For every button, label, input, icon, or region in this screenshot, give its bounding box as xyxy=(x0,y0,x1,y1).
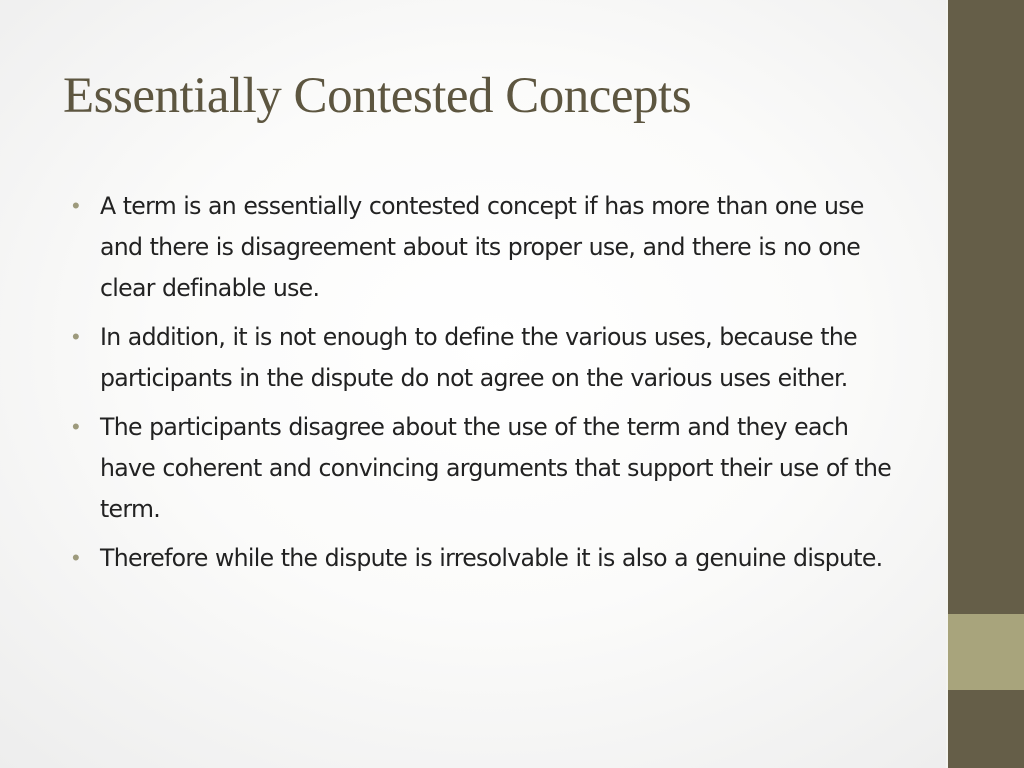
bullet-list xyxy=(72,186,892,587)
slide-title: Essentially Contested Concepts xyxy=(63,68,692,124)
sidebar-accent-block xyxy=(948,614,1024,690)
bullet-marker-icon: • xyxy=(72,324,80,349)
bullet-marker-icon: • xyxy=(72,193,80,218)
bullet-item xyxy=(72,317,892,399)
bullet-text: A term is an essentially contested concept if has more than one use and there is disagreement about its proper use, and there is no one clear definable use. xyxy=(100,192,864,302)
bullet-item xyxy=(72,186,892,309)
bullet-marker-icon: • xyxy=(72,414,80,439)
bullet-text: Therefore while the dispute is irresolvable it is also a genuine dispute. xyxy=(100,544,883,572)
bullet-item xyxy=(72,538,892,579)
bullet-marker-icon: • xyxy=(72,545,80,570)
bullet-item xyxy=(72,407,892,530)
bullet-text: The participants disagree about the use of the term and they each have coherent and convincing arguments that support their use of the term. xyxy=(100,413,892,523)
bullet-text: In addition, it is not enough to define the various uses, because the participants in the dispute do not agree on the various uses either. xyxy=(100,323,857,392)
